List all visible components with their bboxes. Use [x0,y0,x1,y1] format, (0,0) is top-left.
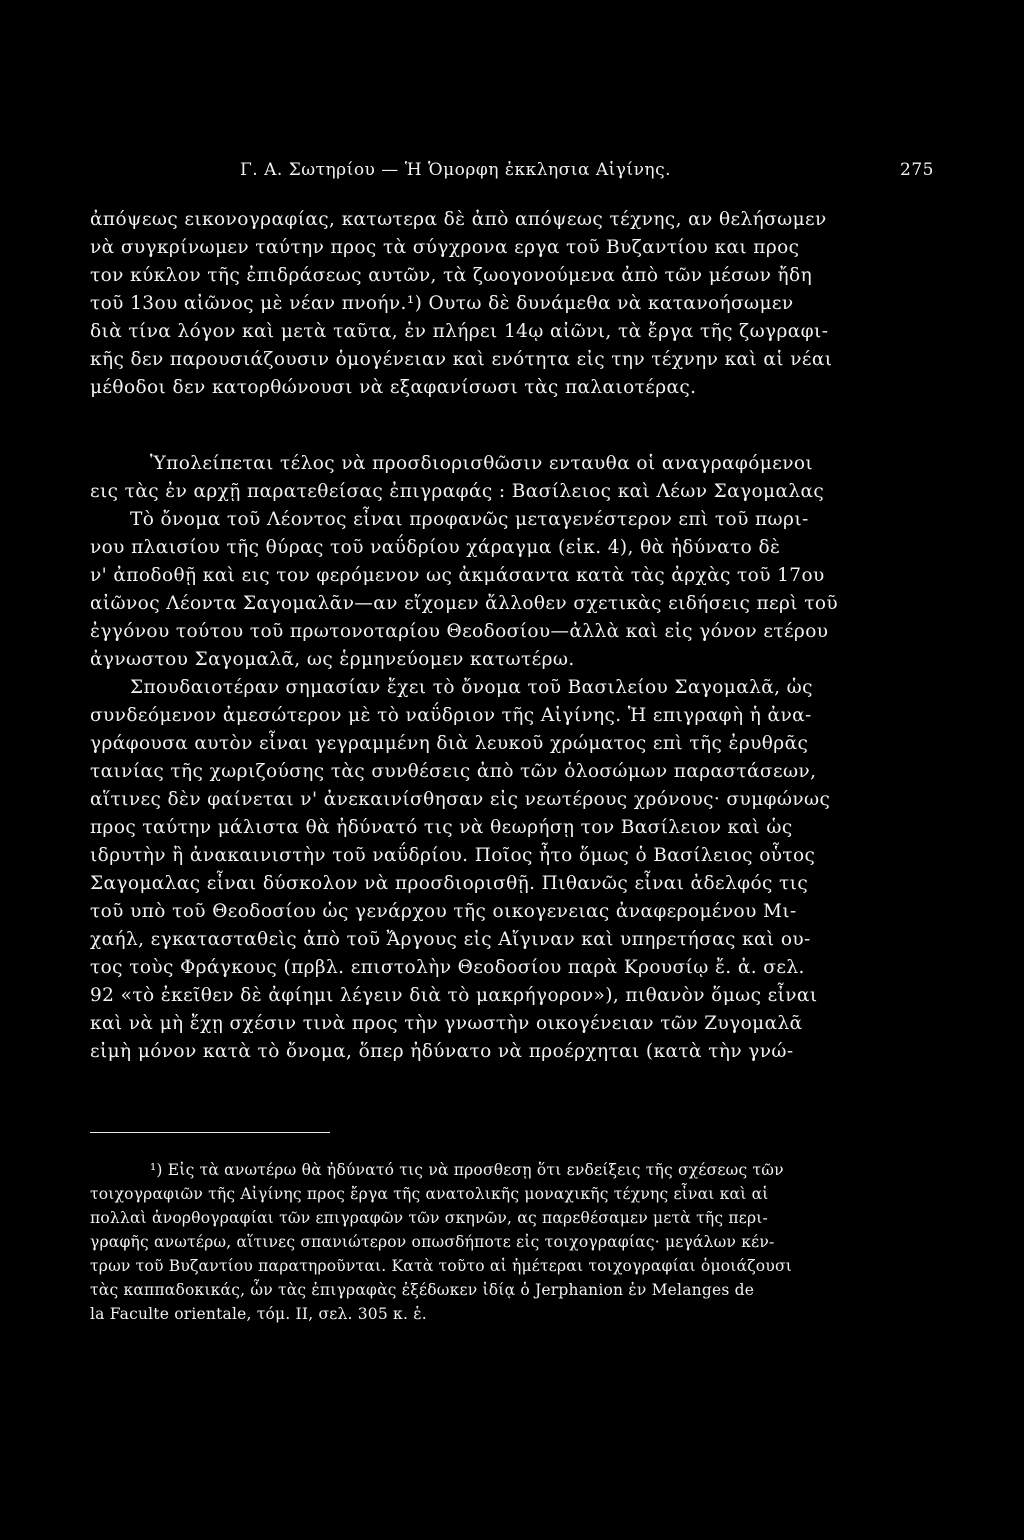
body-line: ν' ἀποδοθῇ καὶ εις τον φερόμενον ως ἀκμάσαντα κατὰ τὰς ἀρχὰς τοῦ 17ου [90,565,825,586]
body-line: κῆς δεν παρουσιάζουσιν ὁμογένειαν καὶ ενότητα εἰς την τέχνην καὶ αἱ νέαι [90,349,833,370]
body-line: τοῦ υπὸ τοῦ Θεοδοσίου ὡς γενάρχου τῆς οικογενειας ἀναφερομένου Μι- [90,901,797,922]
body-line: ταινίας τῆς χωριζούσης τὰς συνθέσεις ἀπὸ τῶν ὁλοσώμων παραστάσεων, [90,761,817,782]
footnote-line: τρων τοῦ Βυζαντίου παρατηροῦνται. Κατὰ τοῦτο αἱ ἡμέτεραι τοιχογραφίαι ὁμοιάζουσι [90,1257,793,1275]
paragraph-start: Σπουδαιοτέραν σημασίαν ἔχει τὸ ὄνομα τοῦ Βασιλείου Σαγομαλᾶ, ὡς [130,677,813,698]
body-line: καὶ νὰ μὴ ἔχῃ σχέσιν τινὰ προς τὴν γνωστὴν οικογένειαν τῶν Ζυγομαλᾶ [90,1013,803,1034]
body-line: νου πλαισίου τῆς θύρας τοῦ ναΰδρίου χάραγμα (εἰκ. 4), θὰ ἠδύνατο δὲ [90,537,781,558]
body-line: αἰῶνος Λέοντα Σαγομαλᾶν—αν εἴχομεν ἄλλοθεν σχετικὰς ειδήσεις περὶ τοῦ [90,593,839,614]
footnote-line: τὰς καππαδοκικάς, ὧν τὰς ἐπιγραφὰς ἐξέδωκεν ἰδίᾳ ὁ Jerphanion ἐν Melanges de [90,1281,755,1299]
body-line: μέθοδοι δεν κατορθώνουσι νὰ εξαφανίσωσι τὰς παλαιοτέρας. [90,377,697,398]
body-line: ἀγνωστου Σαγομαλᾶ, ως ἑρμηνεύομεν κατωτέρω. [90,649,575,670]
footnote-line: la Faculte orientale, τόμ. II, σελ. 305 κ. ἑ. [90,1305,427,1323]
body-line: τον κύκλον τῆς ἐπιδράσεως αυτῶν, τὰ ζωογονούμενα ἀπὸ τῶν μέσων ἤδη [90,265,813,286]
body-line: συνδεόμενον ἀμεσώτερον μὲ τὸ ναΰδριον τῆς Αἰγίνης. Ἡ επιγραφὴ ἡ ἀνα- [90,705,812,726]
body-line: τοῦ 13ου αἰῶνος μὲ νέαν πνοήν.¹) Ουτω δὲ δυνάμεθα νὰ κατανοήσωμεν [90,293,794,314]
body-line: τος τοὺς Φράγκους (πρβλ. επιστολὴν Θεοδοσίου παρὰ Κρουσίῳ ἔ. ἀ. σελ. [90,957,805,978]
body-line: νὰ συγκρίνωμεν ταύτην προς τὰ σύγχρονα εργα τοῦ Βυζαντίου και προς [90,237,800,258]
body-line: εἰμὴ μόνον κατὰ τὸ ὄνομα, ὅπερ ἠδύνατο νὰ προέρχηται (κατὰ τὴν γνώ- [90,1041,794,1062]
paragraph-start: Ὑπολείπεται τέλος νὰ προσδιορισθῶσιν ενταυθα οἱ αναγραφόμενοι [150,453,814,474]
body-line: Τὸ ὄνομα τοῦ Λέοντος εἶναι προφανῶς μεταγενέστερον επὶ τοῦ πωρι- [130,509,809,530]
body-line: ἀπόψεως εικονογραφίας, κατωτερα δὲ ἀπὸ απόψεως τέχνης, αν θελήσωμεν [90,209,827,230]
body-line: ιδρυτὴν ἢ ἀνακαινιστὴν τοῦ ναΰδρίου. Ποῖος ἦτο ὅμως ὁ Βασίλειος οὗτος [90,845,816,866]
body-line: γράφουσα αυτὸν εἶναι γεγραμμένη διὰ λευκοῦ χρώματος επὶ τῆς ἐρυθρᾶς [90,733,809,754]
footnote-line: ¹) Εἰς τὰ ανωτέρω θὰ ἠδύνατό τις νὰ προσθεσῃ ὅτι ενδείξεις τῆς σχέσεως τῶν [150,1161,784,1179]
running-header [90,160,934,190]
header-title: Γ. Α. Σωτηρίου — Ἡ Ὁμορφη ἐκκλησια Αἰγίνης. [240,160,672,180]
body-line: χαήλ, εγκατασταθεὶς ἀπὸ τοῦ Ἄργους εἰς Αἴγιναν καὶ υπηρετήσας καὶ ου- [90,929,811,950]
body-line: αἵτινες δὲν φαίνεται ν' ἀνεκαινίσθησαν εἰς νεωτέρους χρόνους· συμφώνως [90,789,831,810]
footnote-line: τοιχογραφιῶν τῆς Αἰγίνης προς ἔργα τῆς ανατολικῆς μοναχικῆς τέχνης εἶναι καὶ αἱ [90,1185,769,1203]
body-line: 92 «τὸ ἐκεῖθεν δὲ ἀφίημι λέγειν διὰ τὸ μακρήγορον»), πιθανὸν ὅμως εἶναι [90,985,818,1006]
footnote-line: πολλαὶ ἀνορθογραφίαι τῶν επιγραφῶν τῶν σκηνῶν, ας παρεθέσαμεν μετὰ τῆς περι- [90,1209,768,1227]
footnote-line: γραφῆς ανωτέρω, αἵτινες σπανιώτερον οπωσδήποτε εἰς τοιχογραφίας· μεγάλων κέν- [90,1233,775,1251]
body-line: εις τὰς ἐν αρχῇ παρατεθείσας ἐπιγραφάς : Βασίλειος καὶ Λέων Σαγομαλας [90,481,825,502]
page-number: 275 [900,160,934,180]
footnote-divider [90,1132,330,1133]
body-line: ἐγγόνου τούτου τοῦ πρωτονοταρίου Θεοδοσίου—ἀλλὰ καὶ εἰς γόνον ετέρου [90,621,829,642]
body-line: διὰ τίνα λόγον καὶ μετὰ ταῦτα, ἐν πλήρει 14ῳ αἰῶνι, τὰ ἔργα τῆς ζωγραφι- [90,321,829,342]
body-line: Σαγομαλας εἶναι δύσκολον νὰ προσδιορισθῇ. Πιθανῶς εἶναι ἀδελφός τις [90,873,809,894]
body-line: προς ταύτην μάλιστα θὰ ἠδύνατό τις νὰ θεωρήσῃ τον Βασίλειον καὶ ὡς [90,817,793,838]
